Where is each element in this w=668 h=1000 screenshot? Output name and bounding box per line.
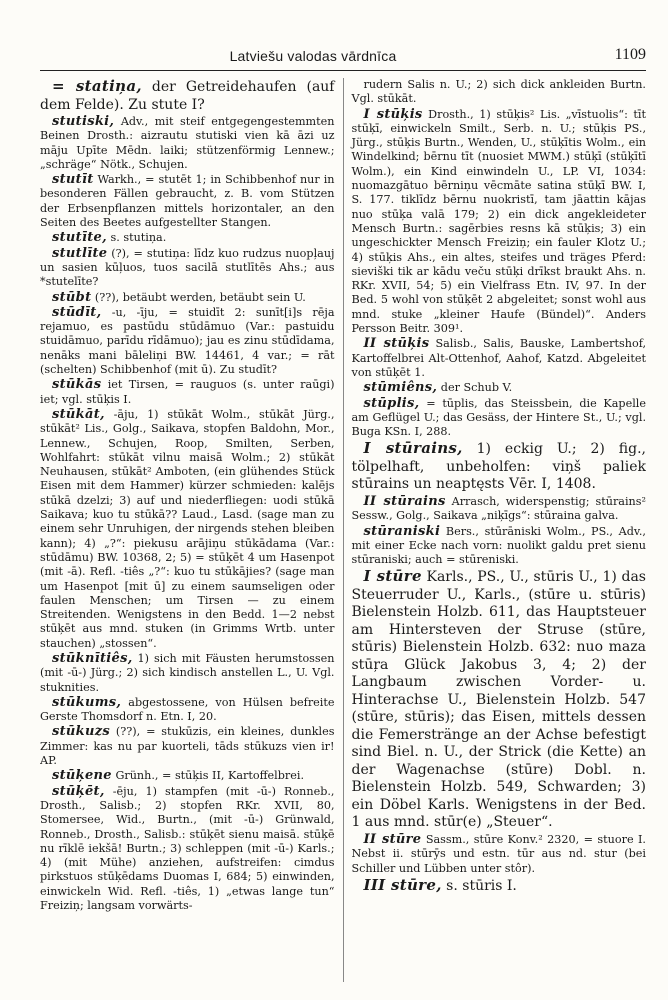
entry-definition: rudern Salis n. U.; 2) sich dick ankleiden Burtn. Vgl. stūkāt. [351, 78, 646, 106]
entry-definition: = tūplis, das Steissbein, die Kapelle am Geflügel U.; das Gesäss, der Hintere St., U.; vgl. Buga KSn. I, 288. [351, 396, 646, 439]
entry-definition: Arrasch, widerspenstig; stūrains² Sessw., Golg., Saikava „niķīgs“: stūraina galva. [351, 494, 646, 523]
entry-definition: Karls., PS., U., stūris U., 1) das Steuerruder U., Karls., (stūre u. stūris) Bielenstein Holzb. 611, das Hauptsteuer am Hintersteven der Struse (stūre, stūris) Bielenstein Holzb. 632: nuo maza stūŗa Glück Jakobus 3, 4; 2) der Langbaum zwischen Vorder- u. Hinterachse U., Bielenstein Holzb. 547 (stūre, stūris); das Eisen, mittels dessen die Femerstränge an der Achse befestigt sind Biel. n. U., der Strick (die Kette) an der Wagenachse (stūre) Dobl. n. Bielenstein Holzb. 549, Schwarden; 3) ein Döbel Karls. Wenigstens in der Bed. 1 aus mnd. stūr(e) „Steuer“. [351, 569, 646, 831]
entry-definition: Grünh., = stūķis II, Kartoffelbrei. [111, 769, 305, 783]
entry-headword: stutiski, [52, 114, 115, 129]
entry-headword: II stūrains [363, 493, 446, 509]
entry-headword: stūdīt, [52, 304, 102, 320]
dictionary-entry [40, 769, 335, 783]
entry-headword: stūmiêns, [363, 380, 438, 396]
entry-headword: III stūre, [363, 875, 442, 894]
entry-headword: stūplis, [363, 395, 420, 411]
dictionary-entry [40, 306, 335, 377]
entry-headword: stūbt [52, 289, 92, 305]
dictionary-entry [40, 725, 335, 768]
entry-headword: stūkās [52, 377, 102, 393]
dictionary-entry [352, 495, 647, 524]
entry-headword: stūkāt, [52, 406, 105, 422]
entry-headword: stutīte, [52, 230, 107, 246]
entry-headword: stūkuzs [52, 724, 111, 740]
dictionary-entry [40, 173, 335, 230]
entry-definition: Bers., stūrāniski Wolm., PS., Adv., mit einer Ecke nach vorn: nuolikt galdu pret sienu stūraniski; auch = stūreniski. [351, 524, 646, 567]
left-column [40, 78, 343, 982]
dictionary-entry [40, 231, 335, 245]
entry-definition: abgestossene, von Hülsen befreite Gerste Thomsdorf n. Etn. I, 20. [40, 695, 335, 724]
dictionary-entry [40, 115, 335, 172]
entry-definition: (?), = stutiņa: līdz kuo rudzus nuopļauj un sasien kūļuos, tuos sacilā stutlītēs Ahs.; aus *stutelīte? [40, 246, 335, 289]
page-number: 1109 [614, 46, 646, 63]
entry-definition: der Getreidehaufen (auf dem Felde). Zu stute I? [40, 79, 335, 113]
dictionary-entry [352, 833, 647, 876]
text-columns [40, 78, 646, 982]
dictionary-entry [352, 525, 647, 568]
entry-definition: (??), betäubt werden, betäubt sein U. [91, 290, 306, 304]
entry-definition: 1) sich mit Fäusten herumstossen (mit -ū-) Jürg.; 2) sich kindisch anstellen L., U. Vgl. stuknities. [40, 651, 335, 694]
dictionary-entry [352, 78, 647, 107]
dictionary-entry [40, 785, 335, 914]
dictionary-entry [40, 247, 335, 290]
entry-headword: stūknītiês, [52, 650, 133, 666]
dictionary-entry [352, 381, 647, 395]
dictionary-entry [352, 568, 647, 832]
entry-headword: I stūķis [363, 106, 423, 122]
entry-headword: II stūķis [363, 336, 430, 352]
running-header [40, 44, 646, 71]
entry-headword: I stūre [363, 567, 422, 586]
entry-definition: -ēju, 1) stampfen (mit -ū-) Ronneb., Drosth., Salisb.; 2) stopfen RKr. XVII, 80, Stomersee, Wid., Burtn., (mit -ū-) Grünwald, Ronneb., Drosth., Salisb.: stūķēt sienu maisā. stūķē nu rīklē iekšā! Burtn.; 3) schleppen (mit -ū-) Karls.; 4) (mit Mühe) anziehen, aufstreifen: cimdus pirkstuos stūķēdams Duomas I, 684; 5) einwinden, einwickeln Wid. Refl. -tiês, 1) „etwas lange tun“ Freiziņ; langsam vorwärts- [40, 784, 335, 913]
dictionary-entry [352, 337, 647, 380]
entry-headword: = statiņa, [52, 78, 142, 95]
dictionary-entry [40, 291, 335, 305]
dictionary-entry [352, 397, 647, 440]
entry-definition: -āju, 1) stūkāt Wolm., stūkāt Jürg., stūkāt² Lis., Golg., Saikava, stopfen Baldohn, Mor., Lennew., Schujen, Roop, Smilten, Serben, Wohlfahrt: stūkāt vilnu maisā Wolm.; 2) stūkāt Neuhausen, stūkāt² Amboten, (ein glühendes Stück Eisen mit dem Hammer) kürzer schmieden: kalējs stūkā dzelzi; 3) auf und niederfliegen: uodi stūkā Saikava; kuo tu stūkā?? Laud., Lasd. (sage man zu einem sehr Unruhigen, der nirgends stehen bleiben kann); 4) „?“: piekusu arājiņu stūkādama (Var.: stūdāmu) BW. 10368, 2; 5) = stūķēt 4 um Hasenpot (mit -ā). Refl. -tiês „?“: kuo tu stūkājies? (sage man um Hasenpot [mit ū] zu einem saumseligen oder faulen Menschen; um Tirsen — zu einem Streitenden. Wenigstens in den Bedd. 1—2 nebst stūķēt aus mnd. stuken (in Grimms Wrtb. unter stauchen) „stossen“. [40, 407, 335, 650]
entry-definition: iet Tirsen, = rauguos (s. unter raūgi) iet; vgl. stūķis I. [40, 378, 335, 406]
entry-headword: stūkums, [52, 694, 122, 710]
dictionary-entry [40, 652, 335, 695]
dictionary-entry [40, 408, 335, 651]
entry-headword: stutīt [52, 172, 94, 188]
entry-definition: Sassm., stūre Konv.² 2320, = stuore I. Nebst ii. stūrȳs und estn. tūr aus nd. stur (bei Schiller und Lübben unter stôr). [351, 832, 646, 875]
dictionary-entry [40, 696, 335, 725]
entry-definition: -u, -īju, = stuidīt 2: sunīt[i]s rēja rejamuo, es pastūdu stūdāmuo (Var.: pastuidu stuidāmuo, parīdu rīdāmuo); jau es zinu stūdīdama, nenāks mani bāleliņi BW. 14461, 4 var.; = rāt (schelten) Schibbenhof (mit ū). Zu studīt? [40, 305, 335, 377]
entry-definition: Drosth., 1) stūķis² Lis. „vīstuolis“: tīt stūķī, einwickeln Smilt., Serb. n. U.; stūķis PS., Jürg., stūķis Burtn., Wenden, U., stūķītis Wolm., ein Windelkind; bērnu tīt (nuosiet MWM.) stūķī (stūķītī Wolm.), ein Kind einwindeln U., LP. VI, 1034: nuomazgātuo bērniņu vēcmāte satina stūķī BW. I, S. 177. tiklīdz bērnu nuokristī, tam jāattin kājas nuo stūķa valā 179; 2) ein dick angekleideter Mensch Burtn.: sagērbies resns kā stūķis; 3) ein ungeschickter Mensch Freiziņ; ein fauler Klotz U.; 4) stūķis Ahs., ein altes, steifes und träges Pferd: sieviški tik ar kādu veču stūķi drīkst braukt Ahs. n. RKr. XVII, 54; 5) ein Vielfrass Etn. IV, 97. In der Bed. 5 wohl von stūķēt 2 abgeleitet; sonst wohl aus mnd. stuke „kleiner Haufe (Bündel)“. Anders Persson Beitr. 309¹. [351, 107, 646, 336]
entry-headword: stūķēt, [52, 783, 105, 799]
entry-definition: der Schub V. [437, 381, 513, 395]
entry-definition: s. stutiņa. [106, 231, 167, 245]
entry-definition: Adv., mit steif entgegengestemmten Beinen Drosth.: aizrautu stutiski vien kā āzi uz māju Upīte Mēdn. laiki; stützenförmig Lennew.; „schräge“ Nötk., Schujen. [40, 115, 335, 171]
dictionary-entry [352, 108, 647, 337]
entry-headword: II stūre [363, 831, 422, 847]
entry-definition: 1) eckig U.; 2) fig., tölpelhaft, unbeholfen: viņš paliek stūrains un neaptęsts Vēr. I, 1408. [351, 441, 646, 493]
entry-definition: s. stūris I. [441, 877, 517, 894]
dictionary-entry [352, 877, 647, 896]
dictionary-entry [352, 440, 647, 494]
entry-definition: Warkh., = stutēt 1; in Schibbenhof nur in besonderen Fällen gebraucht, z. B. vom Stützen der Erbsenpflanzen mittels horizontaler, an den Seiten des Beetes aufgestellter Stangen. [40, 173, 335, 230]
right-column [343, 78, 647, 982]
dictionary-entry [40, 78, 335, 114]
entry-headword: stutlīte [52, 245, 108, 261]
entry-headword: stūķene [52, 768, 112, 784]
entry-headword: I stūrains, [363, 439, 463, 458]
entry-headword: stūraniski [363, 523, 441, 539]
running-title: Latviešu valodas vārdnīca [229, 48, 397, 64]
dictionary-entry [40, 378, 335, 407]
entry-definition: (??), = stukūzis, ein kleines, dunkles Zimmer: kas nu par kuorteli, tāds stūkuzs vien ir! AP. [40, 725, 335, 768]
entry-definition: Salisb., Salis, Bauske, Lambertshof, Kartoffelbrei Alt-Ottenhof, Aahof, Katzd. Abgeleitet von stūķēt 1. [351, 337, 646, 379]
